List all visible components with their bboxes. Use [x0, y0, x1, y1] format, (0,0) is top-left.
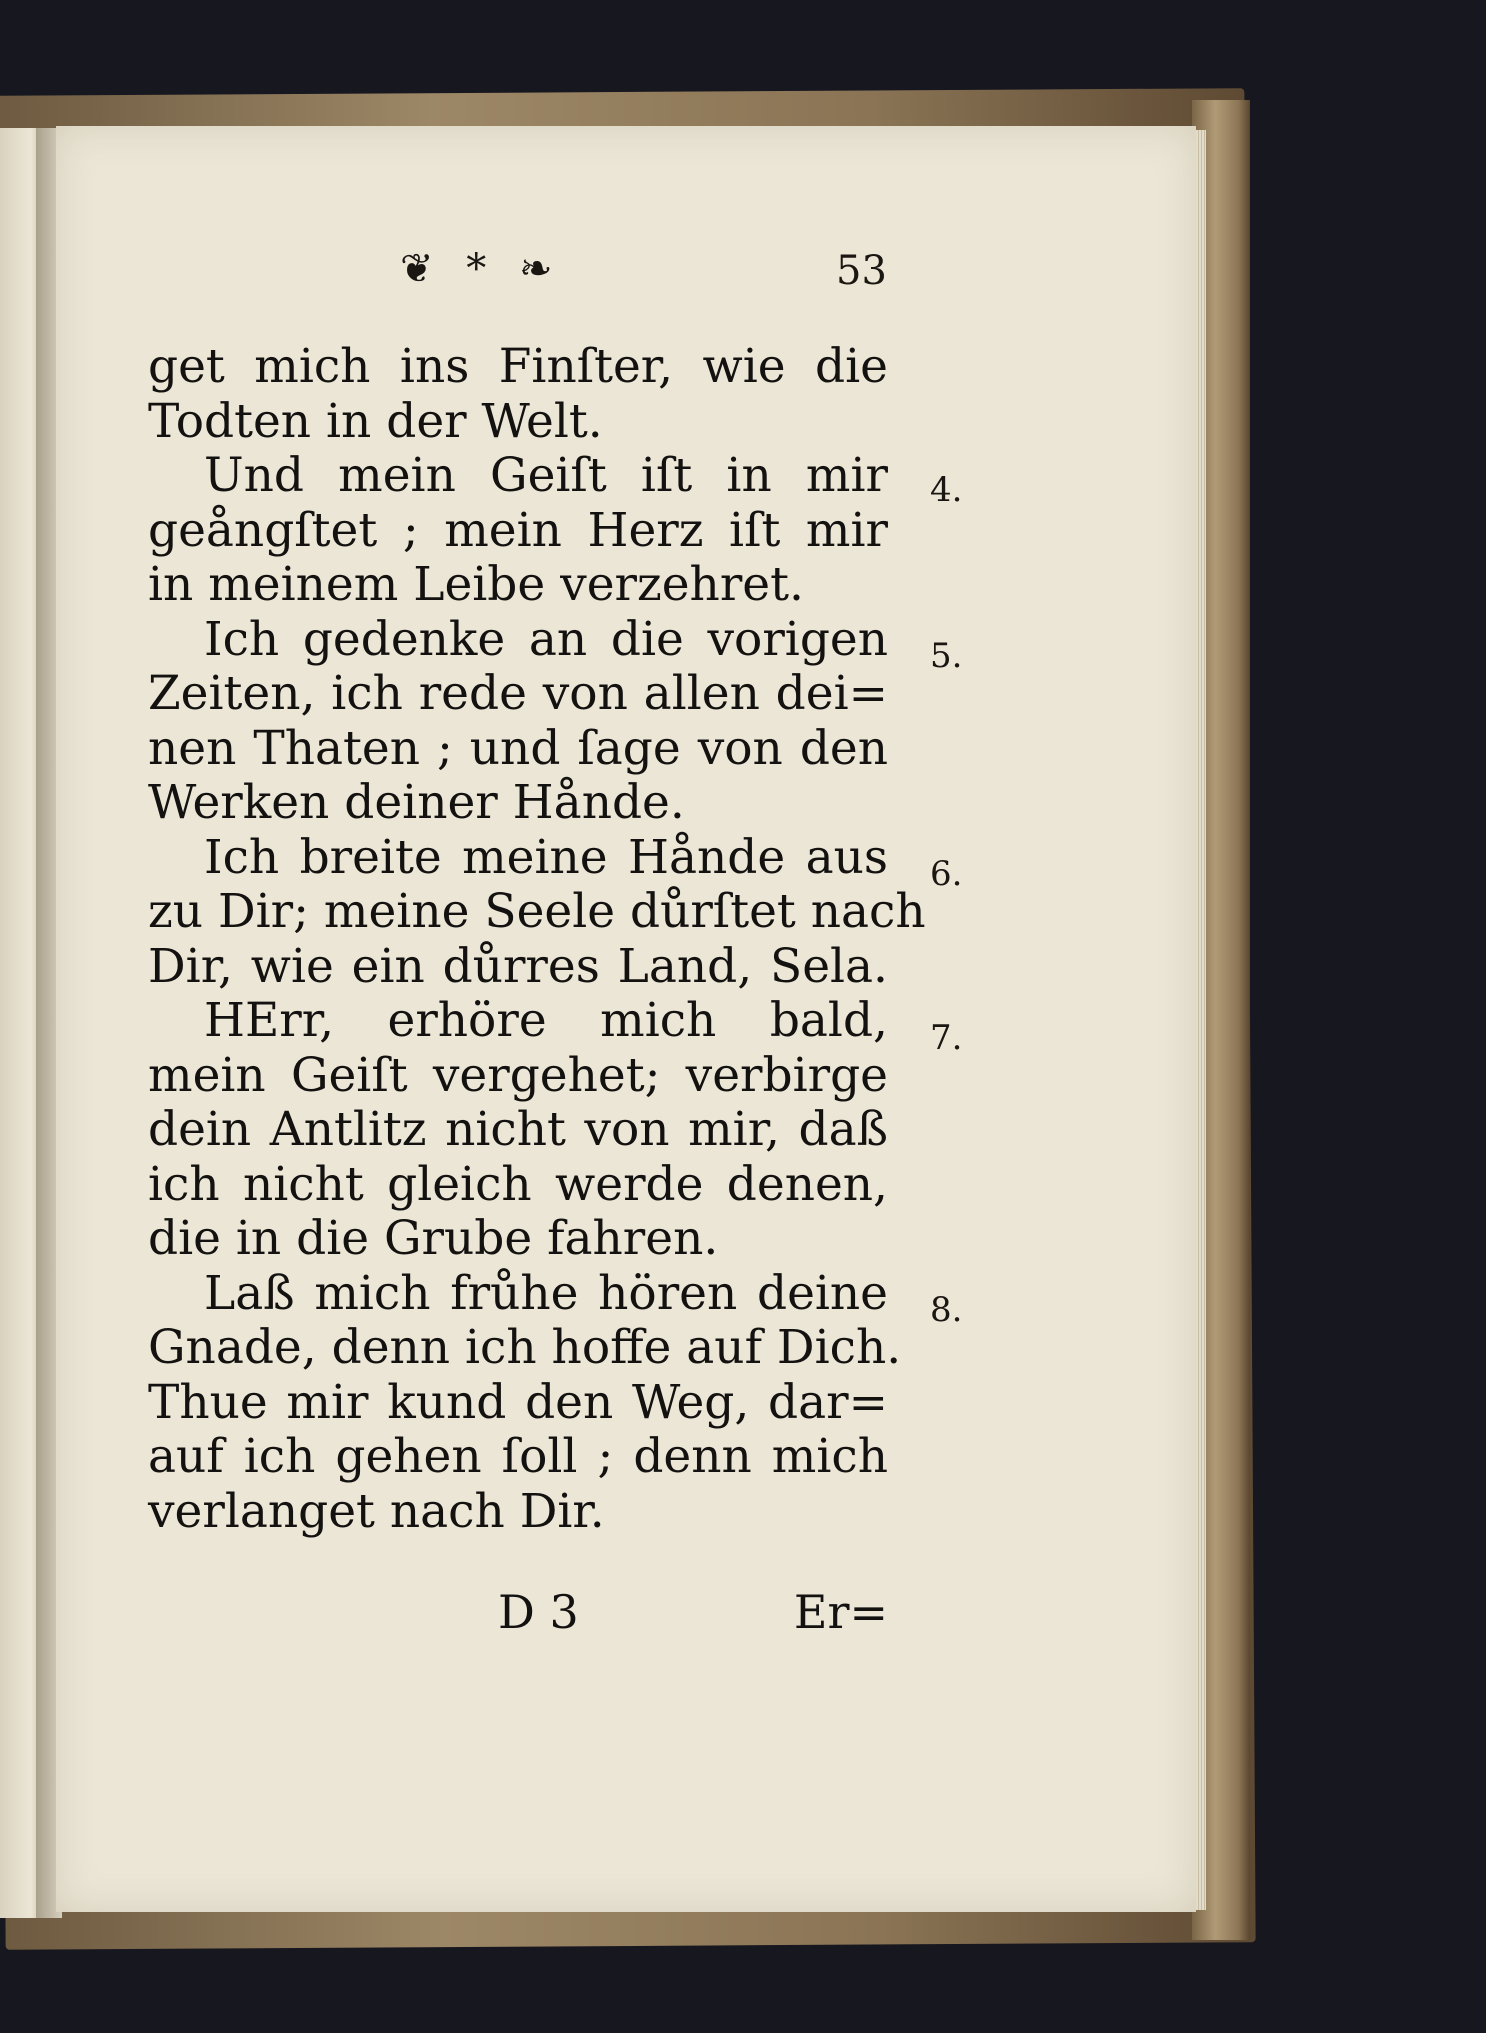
verse-number: 6.: [930, 854, 963, 894]
text-line: verlanget nach Dir.: [148, 1483, 605, 1539]
psalm-text: [148, 339, 926, 1539]
text-line: Gnade, denn ich hoffe auf Dich.: [148, 1320, 902, 1375]
verse-number: 4.: [930, 470, 963, 510]
text-line: auf ich gehen ſoll ; denn mich: [148, 1429, 888, 1484]
signature-mark: D 3: [498, 1585, 579, 1639]
text-line: nen Thaten ; und ſage von den: [148, 720, 888, 776]
text-line: in meinem Leibe verzehret.: [148, 557, 804, 612]
text-line: Dir, wie ein důrres Land, Sela.: [148, 938, 888, 994]
page-footer: [148, 1585, 888, 1645]
text-line: Und mein Geiſt iſt in mir: [204, 448, 888, 503]
catchword: Er=: [793, 1585, 888, 1639]
text-line: ich nicht gleich werde denen,: [148, 1156, 888, 1212]
page-number: 53: [836, 248, 887, 294]
text-line: Thue mir kund den Weg, dar=: [148, 1374, 888, 1430]
text-line: Zeiten, ich rede von allen dei=: [148, 666, 888, 721]
text-line: HErr, erhöre mich bald,: [204, 993, 888, 1048]
verse-number: 8.: [930, 1290, 963, 1330]
text-line: Ich gedenke an die vorigen: [204, 611, 888, 667]
verse-number: 7.: [930, 1018, 963, 1058]
text-line: dein Antlitz nicht von mir, daß: [148, 1102, 888, 1157]
page-header: [400, 242, 887, 312]
header-ornament: ❦ * ❧: [400, 246, 563, 292]
text-line: mein Geiſt vergehet; verbirge: [148, 1047, 888, 1103]
text-line: geångſtet ; mein Herz iſt mir: [148, 502, 888, 558]
text-line: Ich breite meine Hånde aus: [204, 829, 888, 885]
text-line: die in die Grube fahren.: [148, 1211, 719, 1266]
text-line: Werken deiner Hånde.: [148, 775, 685, 830]
text-line: Todten in der Welt.: [148, 393, 603, 449]
text-line: zu Dir; meine Seele důrſtet nach: [148, 884, 926, 939]
text-line: Laß mich frůhe hören deine: [204, 1265, 888, 1321]
page-stack-edges: [1196, 130, 1206, 1910]
text-line: get mich ins Finſter, wie die: [148, 339, 888, 394]
verse-number: 5.: [930, 636, 963, 676]
